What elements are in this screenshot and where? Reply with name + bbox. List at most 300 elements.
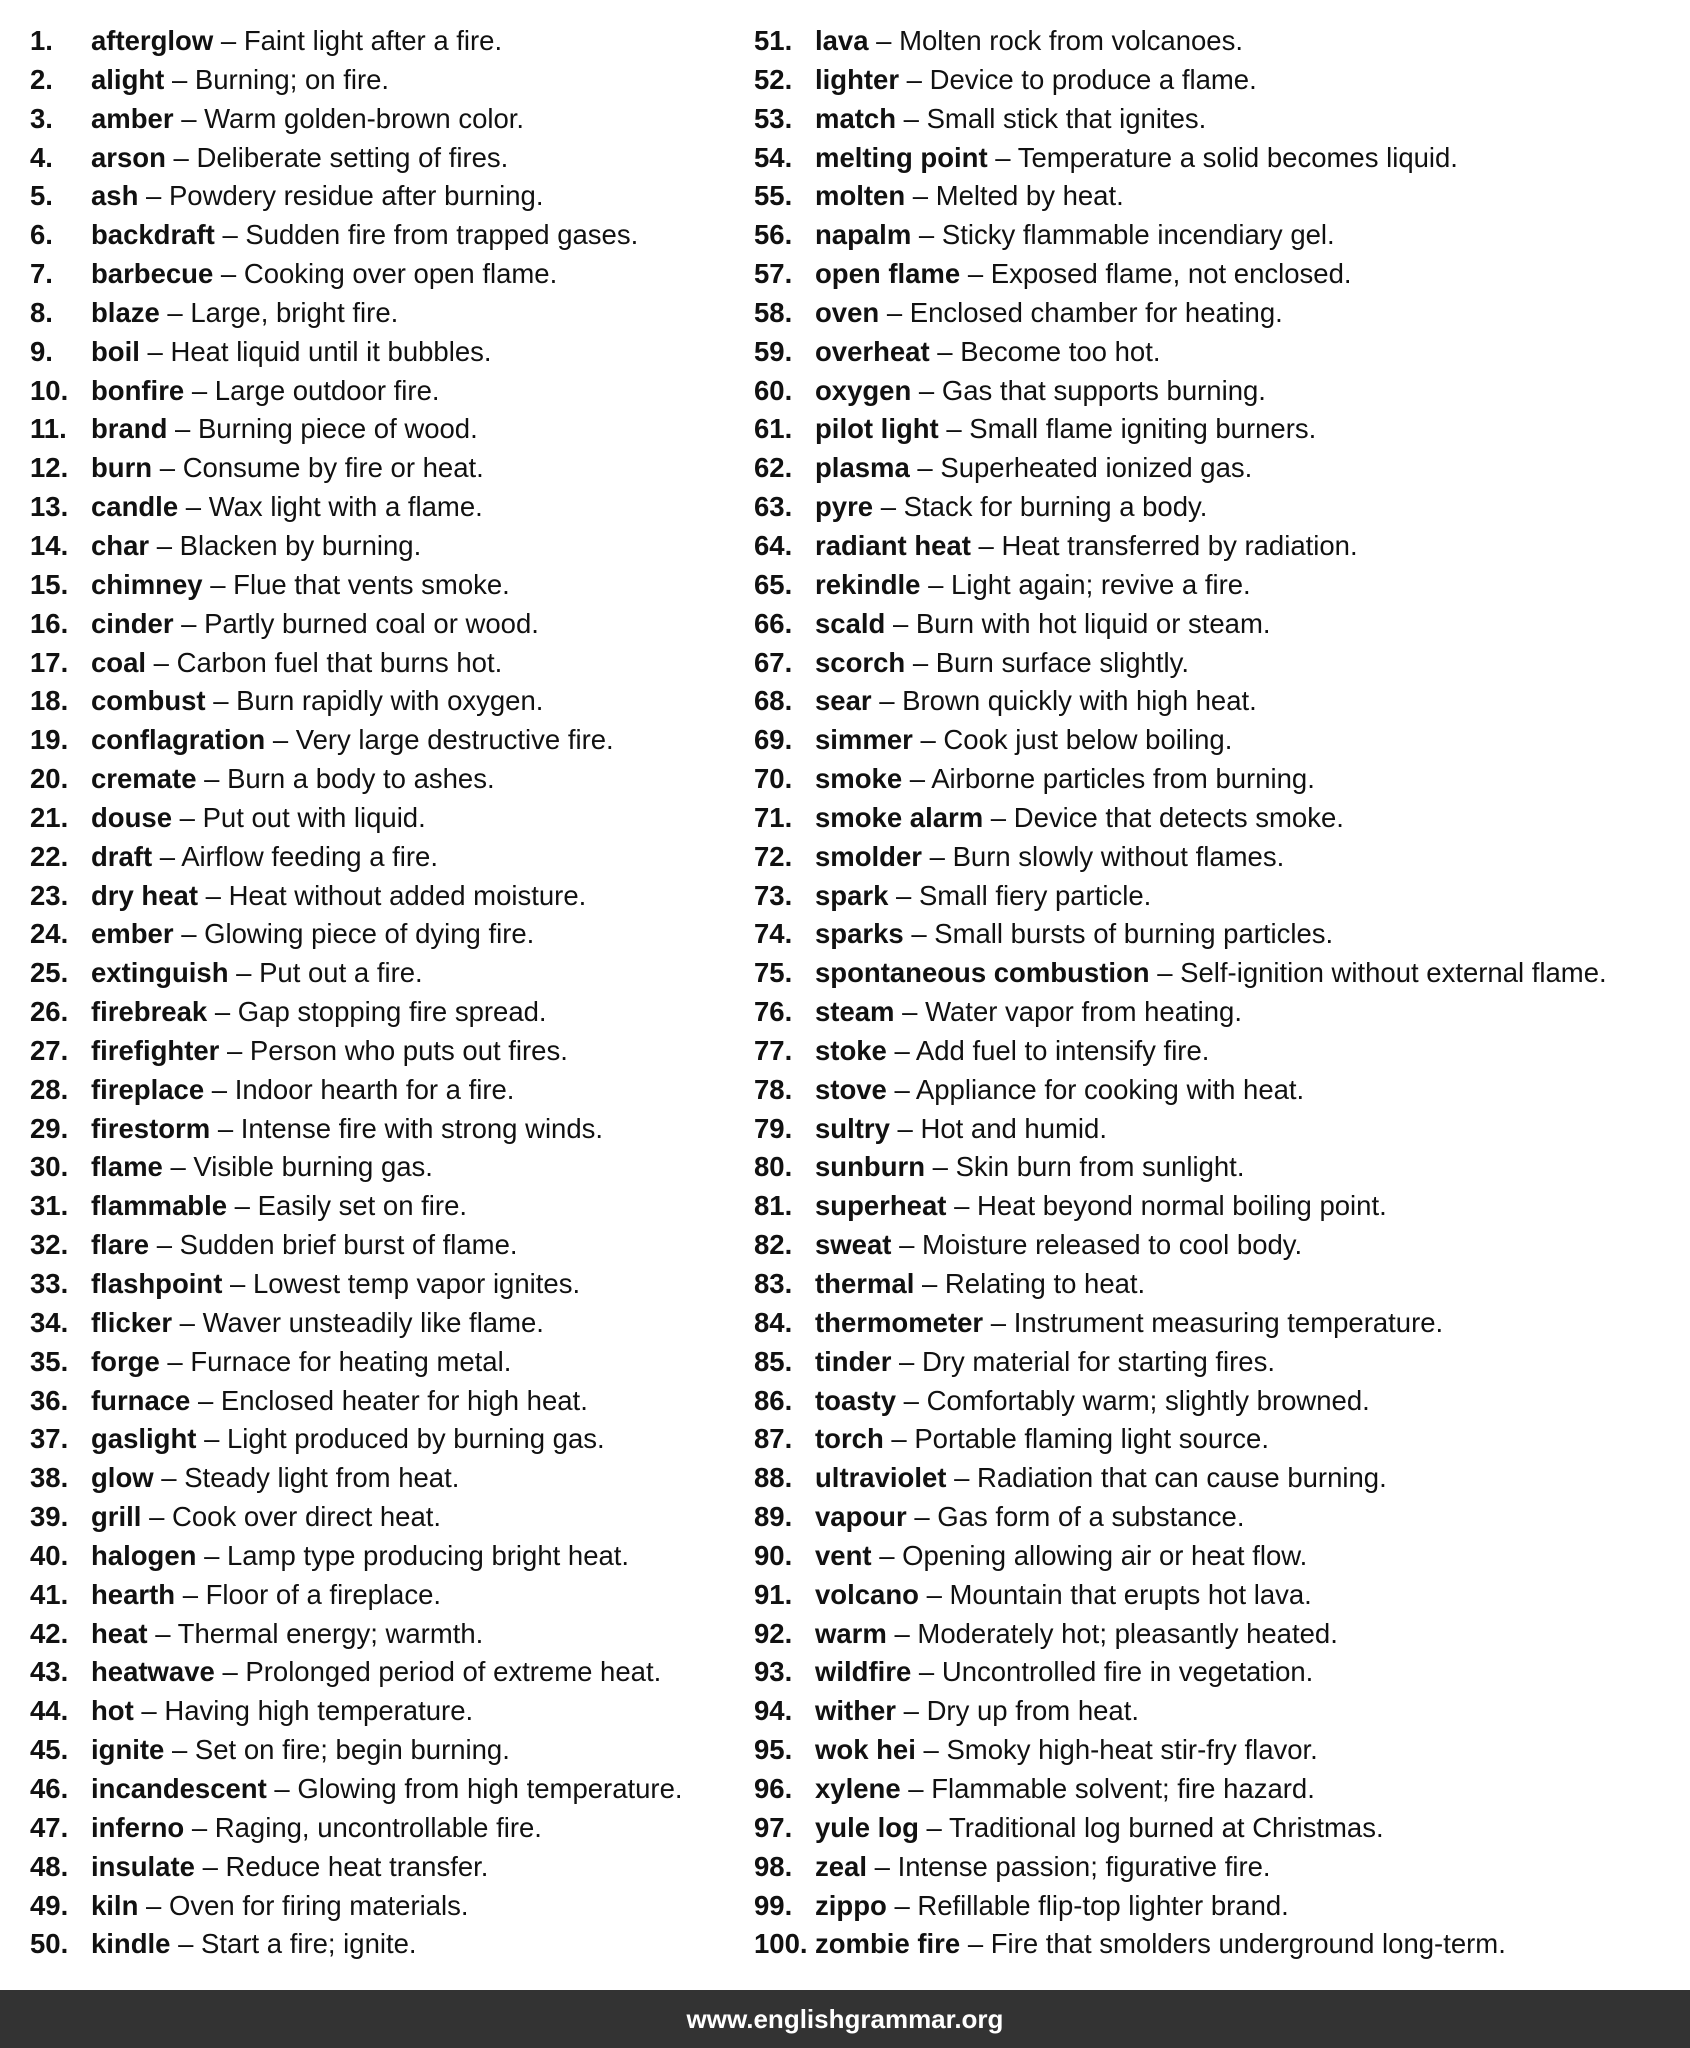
list-item <box>754 954 1674 993</box>
entry-number: 84. <box>754 1306 793 1338</box>
entry-word: oven <box>815 296 880 328</box>
entry-dash: – <box>156 529 173 561</box>
entry-word: incandescent <box>91 1772 267 1804</box>
entry-word: ash <box>91 180 139 212</box>
entry-word: warm <box>815 1617 887 1649</box>
entry-definition: Moderately hot; pleasantly heated. <box>917 1617 1338 1649</box>
entry-text <box>815 1265 1145 1304</box>
entry-text <box>815 1226 1302 1265</box>
entry-definition: Stack for burning a body. <box>903 491 1208 523</box>
entry-dash: – <box>874 1850 890 1882</box>
entry-text <box>815 954 1607 993</box>
entry-word: firebreak <box>91 996 208 1028</box>
entry-word: hot <box>91 1695 134 1727</box>
entry-definition: Sudden brief burst of flame. <box>179 1229 518 1261</box>
entry-dash: – <box>990 1306 1007 1338</box>
list-item <box>30 255 750 294</box>
entry-number: 76. <box>754 996 793 1028</box>
entry-dash: – <box>903 102 919 134</box>
entry-dash: – <box>222 219 238 251</box>
entry-word: halogen <box>91 1539 197 1571</box>
entry-word: torch <box>815 1423 884 1455</box>
entry-text <box>815 294 1283 333</box>
entry-number: 20. <box>30 763 69 795</box>
entry-definition: Small flame igniting burners. <box>969 413 1317 445</box>
entry-text <box>815 644 1189 683</box>
entry-number: 6. <box>30 219 53 251</box>
entry-number: 2. <box>30 63 53 95</box>
entry-definition: Deliberate setting of fires. <box>196 141 509 173</box>
entry-word: volcano <box>815 1578 919 1610</box>
entry-text <box>815 1653 1313 1692</box>
entry-dash: – <box>926 1578 942 1610</box>
entry-definition: Dry up from heat. <box>926 1695 1140 1727</box>
entry-dash: – <box>147 335 163 367</box>
entry-number: 17. <box>30 646 69 678</box>
entry-text <box>91 1809 542 1848</box>
entry-definition: Cook over direct heat. <box>172 1501 442 1533</box>
entry-number: 3. <box>30 102 53 134</box>
list-item <box>754 1265 1674 1304</box>
entry-definition: Moisture released to cool body. <box>922 1229 1303 1261</box>
entry-dash: – <box>946 413 962 445</box>
entry-definition: Faint light after a fire. <box>243 25 503 56</box>
list-item <box>754 1382 1674 1421</box>
entry-text <box>91 1459 459 1498</box>
entry-text <box>91 1692 473 1731</box>
entry-number: 55. <box>754 180 793 212</box>
entry-definition: Mountain that erupts hot lava. <box>949 1578 1312 1610</box>
entry-definition: Thermal energy; warmth. <box>177 1617 484 1649</box>
entry-word: backdraft <box>91 219 215 251</box>
entry-word: ember <box>91 918 174 950</box>
list-item <box>30 915 750 954</box>
list-item <box>30 372 750 411</box>
list-item <box>30 760 750 799</box>
list-item <box>30 177 750 216</box>
list-item <box>30 682 750 721</box>
entry-text <box>815 527 1358 566</box>
entry-text <box>815 1537 1307 1576</box>
entry-definition: Sticky flammable incendiary gel. <box>941 219 1335 251</box>
entry-dash: – <box>211 1073 228 1105</box>
entry-text <box>91 255 557 294</box>
entry-word: brand <box>91 413 168 445</box>
entry-text <box>815 1110 1107 1149</box>
entry-text <box>91 838 438 877</box>
entry-definition: Dry material for starting fires. <box>921 1345 1275 1377</box>
entry-number: 48. <box>30 1850 69 1882</box>
entry-definition: Traditional log burned at Christmas. <box>949 1811 1384 1843</box>
entry-dash: – <box>146 180 162 212</box>
entry-definition: Add fuel to intensify fire. <box>915 1034 1210 1066</box>
entry-definition: Airborne particles from burning. <box>931 763 1315 795</box>
entry-text <box>91 1226 518 1265</box>
list-item <box>30 838 750 877</box>
entry-word: yule log <box>815 1811 919 1843</box>
list-item <box>30 1653 750 1692</box>
entry-word: sweat <box>815 1229 892 1261</box>
list-item <box>30 1731 750 1770</box>
entry-number: 88. <box>754 1462 793 1494</box>
list-item <box>754 1925 1674 1964</box>
entry-definition: Refillable flip-top lighter brand. <box>917 1889 1289 1921</box>
entry-dash: – <box>149 1501 165 1533</box>
entry-number: 28. <box>30 1073 69 1105</box>
entry-text <box>815 61 1257 100</box>
entry-number: 29. <box>30 1112 69 1144</box>
list-item <box>754 1887 1674 1926</box>
entry-definition: Put out a fire. <box>259 957 423 989</box>
entry-text <box>91 1420 605 1459</box>
entry-dash: – <box>918 374 935 406</box>
entry-word: douse <box>91 801 172 833</box>
entry-number: 10. <box>30 374 69 406</box>
entry-dash: – <box>894 1073 910 1105</box>
entry-number: 5. <box>30 180 53 212</box>
entry-dash: – <box>894 1034 910 1066</box>
entry-definition: Light produced by burning gas. <box>227 1423 605 1455</box>
entry-dash: – <box>932 1151 948 1183</box>
list-item <box>754 1420 1674 1459</box>
entry-number: 36. <box>30 1384 69 1416</box>
list-item <box>754 1809 1674 1848</box>
entry-number: 46. <box>30 1772 69 1804</box>
entry-word: lighter <box>815 63 900 95</box>
entry-number: 22. <box>30 840 69 872</box>
list-item <box>30 216 750 255</box>
entry-word: thermometer <box>815 1306 984 1338</box>
entry-word: cinder <box>91 607 174 639</box>
list-item <box>754 1459 1674 1498</box>
entry-definition: Flammable solvent; fire hazard. <box>931 1772 1315 1804</box>
entry-text <box>815 605 1271 644</box>
entry-number: 44. <box>30 1695 69 1727</box>
entry-definition: Oven for firing materials. <box>168 1889 469 1921</box>
entry-text <box>91 1032 568 1071</box>
entry-dash: – <box>923 1734 939 1766</box>
list-item <box>30 1032 750 1071</box>
entry-text <box>815 838 1284 877</box>
entry-definition: Burn slowly without flames. <box>952 840 1285 872</box>
entry-definition: Cooking over open flame. <box>243 258 558 290</box>
list-item <box>754 605 1674 644</box>
entry-text <box>91 100 524 139</box>
entry-dash: – <box>912 180 929 212</box>
entry-word: combust <box>91 685 206 717</box>
entry-dash: – <box>928 568 944 600</box>
entry-text <box>91 1071 514 1110</box>
entry-number: 96. <box>754 1772 793 1804</box>
entry-dash: – <box>920 724 936 756</box>
entry-number: 41. <box>30 1578 69 1610</box>
entry-number: 64. <box>754 529 793 561</box>
list-item <box>30 410 750 449</box>
entry-number: 47. <box>30 1811 69 1843</box>
list-item <box>754 993 1674 1032</box>
entry-text <box>91 1770 683 1809</box>
list-item <box>30 877 750 916</box>
entry-definition: Partly burned coal or wood. <box>204 607 539 639</box>
entry-word: firefighter <box>91 1034 220 1066</box>
list-item <box>754 527 1674 566</box>
entry-word: sunburn <box>815 1151 925 1183</box>
entry-word: radiant heat <box>815 529 971 561</box>
entry-text <box>91 177 543 216</box>
list-item <box>754 799 1674 838</box>
entry-word: thermal <box>815 1268 915 1299</box>
entry-dash: – <box>181 102 197 134</box>
entry-definition: Visible burning gas. <box>193 1151 433 1183</box>
entry-word: open flame <box>815 258 961 290</box>
entry-definition: Self-ignition without external flame. <box>1180 957 1607 989</box>
entry-definition: Set on fire; begin burning. <box>194 1734 510 1766</box>
list-item <box>754 1848 1674 1887</box>
entry-dash: – <box>178 1928 194 1960</box>
entry-text <box>91 1653 661 1692</box>
entry-number: 42. <box>30 1617 69 1649</box>
entry-number: 15. <box>30 568 69 600</box>
entry-number: 98. <box>754 1850 793 1882</box>
entry-number: 27. <box>30 1034 69 1066</box>
entry-dash: – <box>181 607 197 639</box>
entry-definition: Large, bright fire. <box>190 296 399 328</box>
entry-dash: – <box>226 1034 243 1066</box>
list-item <box>754 1304 1674 1343</box>
entry-text <box>815 993 1242 1032</box>
entry-dash: – <box>181 918 197 950</box>
entry-text <box>815 1576 1312 1615</box>
list-item <box>30 333 750 372</box>
entry-text <box>91 22 502 61</box>
entry-text <box>91 721 614 760</box>
entry-dash: – <box>167 296 183 328</box>
entry-text <box>815 799 1344 838</box>
entry-text <box>91 682 543 721</box>
entry-definition: Light again; revive a fire. <box>951 568 1251 600</box>
list-item <box>754 410 1674 449</box>
entry-text <box>815 1731 1318 1770</box>
list-item <box>754 1653 1674 1692</box>
entry-definition: Flue that vents smoke. <box>233 568 510 600</box>
entry-definition: Brown quickly with high heat. <box>902 685 1257 717</box>
entry-definition: Large outdoor fire. <box>214 374 440 406</box>
entry-word: sparks <box>815 918 904 950</box>
list-item <box>30 1265 750 1304</box>
entry-definition: Become too hot. <box>960 335 1161 367</box>
entry-dash: – <box>161 1462 177 1494</box>
entry-number: 19. <box>30 724 69 756</box>
list-item <box>30 799 750 838</box>
entry-word: amber <box>91 102 174 134</box>
entry-text <box>815 1498 1245 1537</box>
list-item <box>754 1148 1674 1187</box>
entry-number: 100. <box>754 1928 808 1960</box>
entry-text <box>91 644 502 683</box>
list-item <box>30 1110 750 1149</box>
entry-word: spark <box>815 879 889 911</box>
entry-text <box>815 216 1335 255</box>
entry-number: 74. <box>754 918 793 950</box>
entry-text <box>91 1887 469 1926</box>
entry-dash: – <box>926 1811 942 1843</box>
list-item <box>754 1576 1674 1615</box>
entry-definition: Consume by fire or heat. <box>182 452 484 484</box>
entry-dash: – <box>897 1112 913 1144</box>
entry-text <box>815 372 1266 411</box>
entry-definition: Burning; on fire. <box>194 63 390 95</box>
entry-word: steam <box>815 996 895 1028</box>
entry-dash: – <box>213 685 229 717</box>
entry-dash: – <box>967 258 984 290</box>
entry-number: 60. <box>754 374 793 406</box>
entry-dash: – <box>917 452 933 484</box>
list-item <box>754 22 1674 61</box>
entry-word: overheat <box>815 335 930 367</box>
entry-dash: – <box>921 1268 938 1299</box>
list-item <box>754 1731 1674 1770</box>
entry-word: scald <box>815 607 886 639</box>
entry-text <box>815 1925 1506 1964</box>
entry-text <box>815 255 1352 294</box>
entry-word: zeal <box>815 1850 867 1882</box>
entry-number: 12. <box>30 452 69 484</box>
entry-definition: Warm golden-brown color. <box>204 102 525 134</box>
entry-text <box>91 799 426 838</box>
entry-definition: Heat without added moisture. <box>228 879 587 911</box>
list-item <box>30 1382 750 1421</box>
entry-text <box>91 954 423 993</box>
entry-text <box>91 1537 629 1576</box>
list-item <box>754 721 1674 760</box>
entry-word: burn <box>91 452 153 484</box>
entry-definition: Fire that smolders underground long-term. <box>990 1928 1506 1960</box>
entry-word: wildfire <box>815 1656 912 1688</box>
entry-word: wok hei <box>815 1734 916 1766</box>
entry-number: 83. <box>754 1268 793 1299</box>
entry-definition: Portable flaming light source. <box>914 1423 1269 1455</box>
list-item <box>30 1770 750 1809</box>
entry-number: 40. <box>30 1539 69 1571</box>
entry-dash: – <box>214 996 231 1028</box>
entry-number: 71. <box>754 801 793 833</box>
entry-dash: – <box>978 529 994 561</box>
footer-bar <box>0 1990 1690 2048</box>
entry-definition: Lowest temp vapor ignites. <box>252 1268 581 1299</box>
list-item <box>754 877 1674 916</box>
list-item <box>30 1498 750 1537</box>
entry-text <box>815 877 1151 916</box>
entry-dash: – <box>159 840 176 872</box>
entry-dash: – <box>880 491 897 523</box>
entry-dash: – <box>990 801 1007 833</box>
entry-definition: Burn with hot liquid or steam. <box>915 607 1271 639</box>
entry-dash: – <box>182 1578 198 1610</box>
entry-dash: – <box>197 1384 214 1416</box>
entry-word: oxygen <box>815 374 912 406</box>
list-item <box>30 449 750 488</box>
entry-number: 32. <box>30 1229 69 1261</box>
entry-text <box>815 1809 1384 1848</box>
entry-definition: Waver unsteadily like flame. <box>202 1306 544 1338</box>
entry-text <box>91 993 547 1032</box>
entry-dash: – <box>902 996 918 1028</box>
entry-dash: – <box>141 1695 157 1727</box>
entry-number: 52. <box>754 63 793 95</box>
entry-number: 21. <box>30 801 69 833</box>
entry-dash: – <box>272 724 289 756</box>
entry-word: inferno <box>91 1811 185 1843</box>
entry-word: boil <box>91 335 140 367</box>
entry-text <box>815 1148 1244 1187</box>
list-item <box>30 1459 750 1498</box>
entry-word: kindle <box>91 1928 171 1960</box>
entry-word: zippo <box>815 1889 887 1921</box>
entry-word: coal <box>91 646 147 678</box>
entry-dash: – <box>222 1656 238 1688</box>
entry-definition: Easily set on fire. <box>257 1190 468 1222</box>
entry-word: afterglow <box>91 25 214 56</box>
entry-text <box>91 1615 483 1654</box>
footer-website: www.englishgrammar.org <box>686 2004 1004 2034</box>
entry-text <box>91 1498 441 1537</box>
entry-number: 70. <box>754 763 793 795</box>
entry-definition: Burn surface slightly. <box>935 646 1189 678</box>
list-item <box>754 644 1674 683</box>
entry-word: zombie fire <box>815 1928 961 1960</box>
list-item <box>754 1615 1674 1654</box>
list-item <box>30 1848 750 1887</box>
list-item <box>30 1537 750 1576</box>
entry-word: match <box>815 102 896 134</box>
entry-definition: Small stick that ignites. <box>926 102 1207 134</box>
entry-number: 61. <box>754 413 793 445</box>
entry-text <box>91 1304 544 1343</box>
entry-number: 77. <box>754 1034 793 1066</box>
entry-number: 1. <box>30 25 53 56</box>
list-item <box>754 566 1674 605</box>
entry-definition: Uncontrolled fire in vegetation. <box>941 1656 1314 1688</box>
entry-dash: – <box>908 1772 924 1804</box>
entry-text <box>815 1382 1370 1421</box>
entry-number: 81. <box>754 1190 793 1222</box>
entry-word: cremate <box>91 763 197 795</box>
entry-word: kiln <box>91 1889 139 1921</box>
entry-number: 30. <box>30 1151 69 1183</box>
entry-dash: – <box>173 141 189 173</box>
entry-text <box>815 410 1316 449</box>
entry-number: 68. <box>754 685 793 717</box>
entry-definition: Sudden fire from trapped gases. <box>245 219 639 251</box>
entry-definition: Indoor hearth for a fire. <box>234 1073 515 1105</box>
entry-dash: – <box>879 685 895 717</box>
entry-definition: Glowing from high temperature. <box>297 1772 683 1804</box>
list-item <box>30 1343 750 1382</box>
entry-dash: – <box>167 1345 183 1377</box>
entry-word: grill <box>91 1501 142 1533</box>
entry-word: vent <box>815 1539 872 1571</box>
entry-definition: Prolonged period of extreme heat. <box>245 1656 662 1688</box>
entry-definition: Enclosed heater for high heat. <box>220 1384 588 1416</box>
list-item <box>754 1071 1674 1110</box>
entry-text <box>815 721 1232 760</box>
entry-definition: Burn rapidly with oxygen. <box>236 685 544 717</box>
entry-dash: – <box>159 452 176 484</box>
entry-dash: – <box>204 763 220 795</box>
list-item <box>30 1304 750 1343</box>
list-item <box>754 61 1674 100</box>
list-item <box>754 333 1674 372</box>
